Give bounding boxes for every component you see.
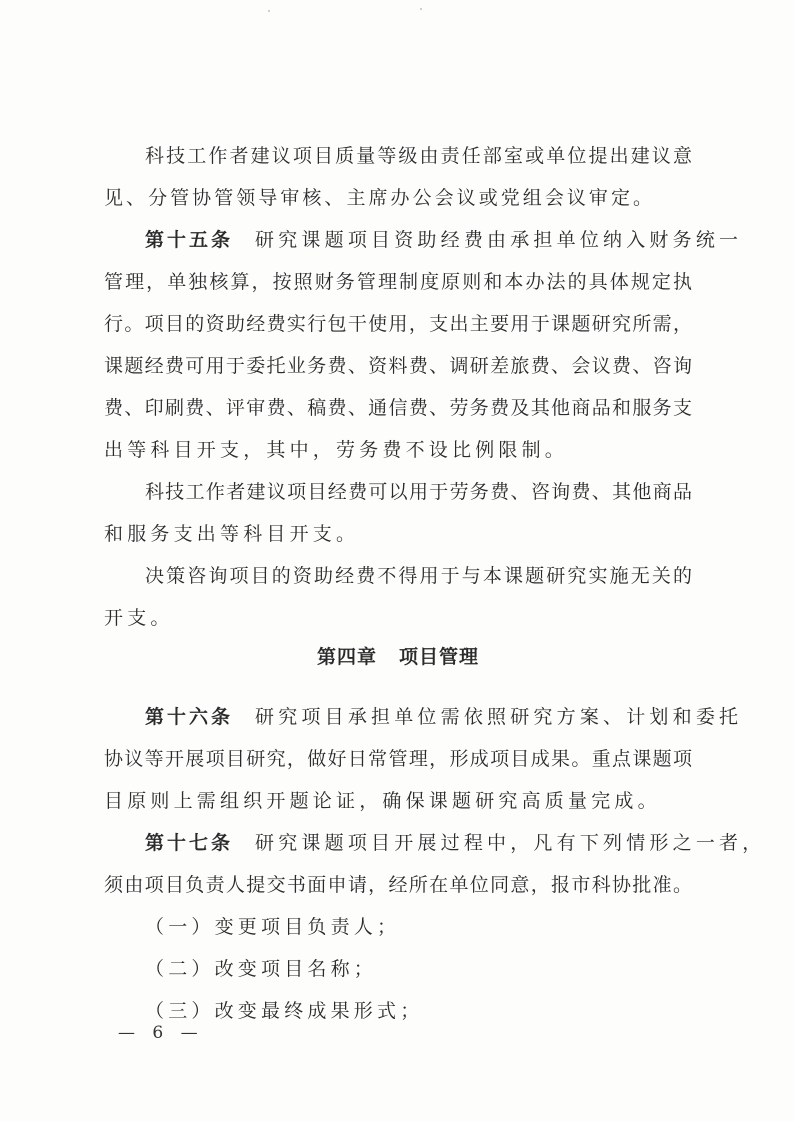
scan-dot [268,10,270,12]
article-number: 第十七条 [145,832,234,854]
paragraph-line: 目原则上需组织开题论证，确保课题研究高质量完成。 [104,790,661,812]
article-17-first-line [104,823,766,863]
paragraph-line: 行。项目的资助经费实行包干使用，支出主要用于课题研究所需， [104,313,692,335]
paragraph-line: 须由项目负责人提交书面申请，经所在单位同意，报市科协批准。 [104,874,692,896]
paragraph-line: 见、分管协管领导审核、主席办公会议或党组会议审定。 [104,187,652,209]
paragraph-line: 和服务支出等科目开支。 [104,523,360,545]
scan-dot [420,8,422,10]
chapter-heading [104,637,692,677]
paragraph-line: 研究课题项目资助经费由承担单位纳入财务统一 [255,229,743,251]
paragraph-line: 开支。 [104,607,174,629]
list-item: （三）改变最终成果形式； [145,1000,424,1022]
paragraph-line: 管理，单独核算，按照财务管理制度原则和本办法的具体规定执 [104,271,692,293]
list-item: （二）改变项目名称； [145,958,378,980]
paragraph-line: 费、印刷费、评审费、稿费、通信费、劳务费及其他商品和服务支 [104,397,692,419]
paragraph-line: 出等科目开支，其中，劳务费不设比例限制。 [104,439,569,461]
chapter-title: 项目管理 [399,646,480,668]
paragraph-line: 研究项目承担单位需依照研究方案、计划和委托 [255,706,743,728]
paragraph-line: 科技工作者建议项目经费可以用于劳务费、咨询费、其他商品 [145,481,692,503]
chapter-number: 第四章 [316,646,377,668]
paragraph-line: 决策咨询项目的资助经费不得用于与本课题研究实施无关的 [145,565,692,587]
paragraph-line: 科技工作者建议项目质量等级由责任部室或单位提出建议意 [145,145,692,167]
paragraph-line: 协议等开展项目研究，做好日常管理，形成项目成果。重点课题项 [104,748,692,770]
article-16-first-line [104,697,743,737]
article-number: 第十五条 [145,229,234,251]
article-number: 第十六条 [145,706,234,728]
paragraph-line: 课题经费可用于委托业务费、资料费、调研差旅费、会议费、咨询 [104,355,692,377]
page-number: — 6 — [118,1023,204,1043]
article-15-first-line [104,220,743,260]
list-item: （一）变更项目负责人； [145,916,401,938]
paragraph-line: 研究课题项目开展过程中，凡有下列情形之一者， [255,832,766,854]
